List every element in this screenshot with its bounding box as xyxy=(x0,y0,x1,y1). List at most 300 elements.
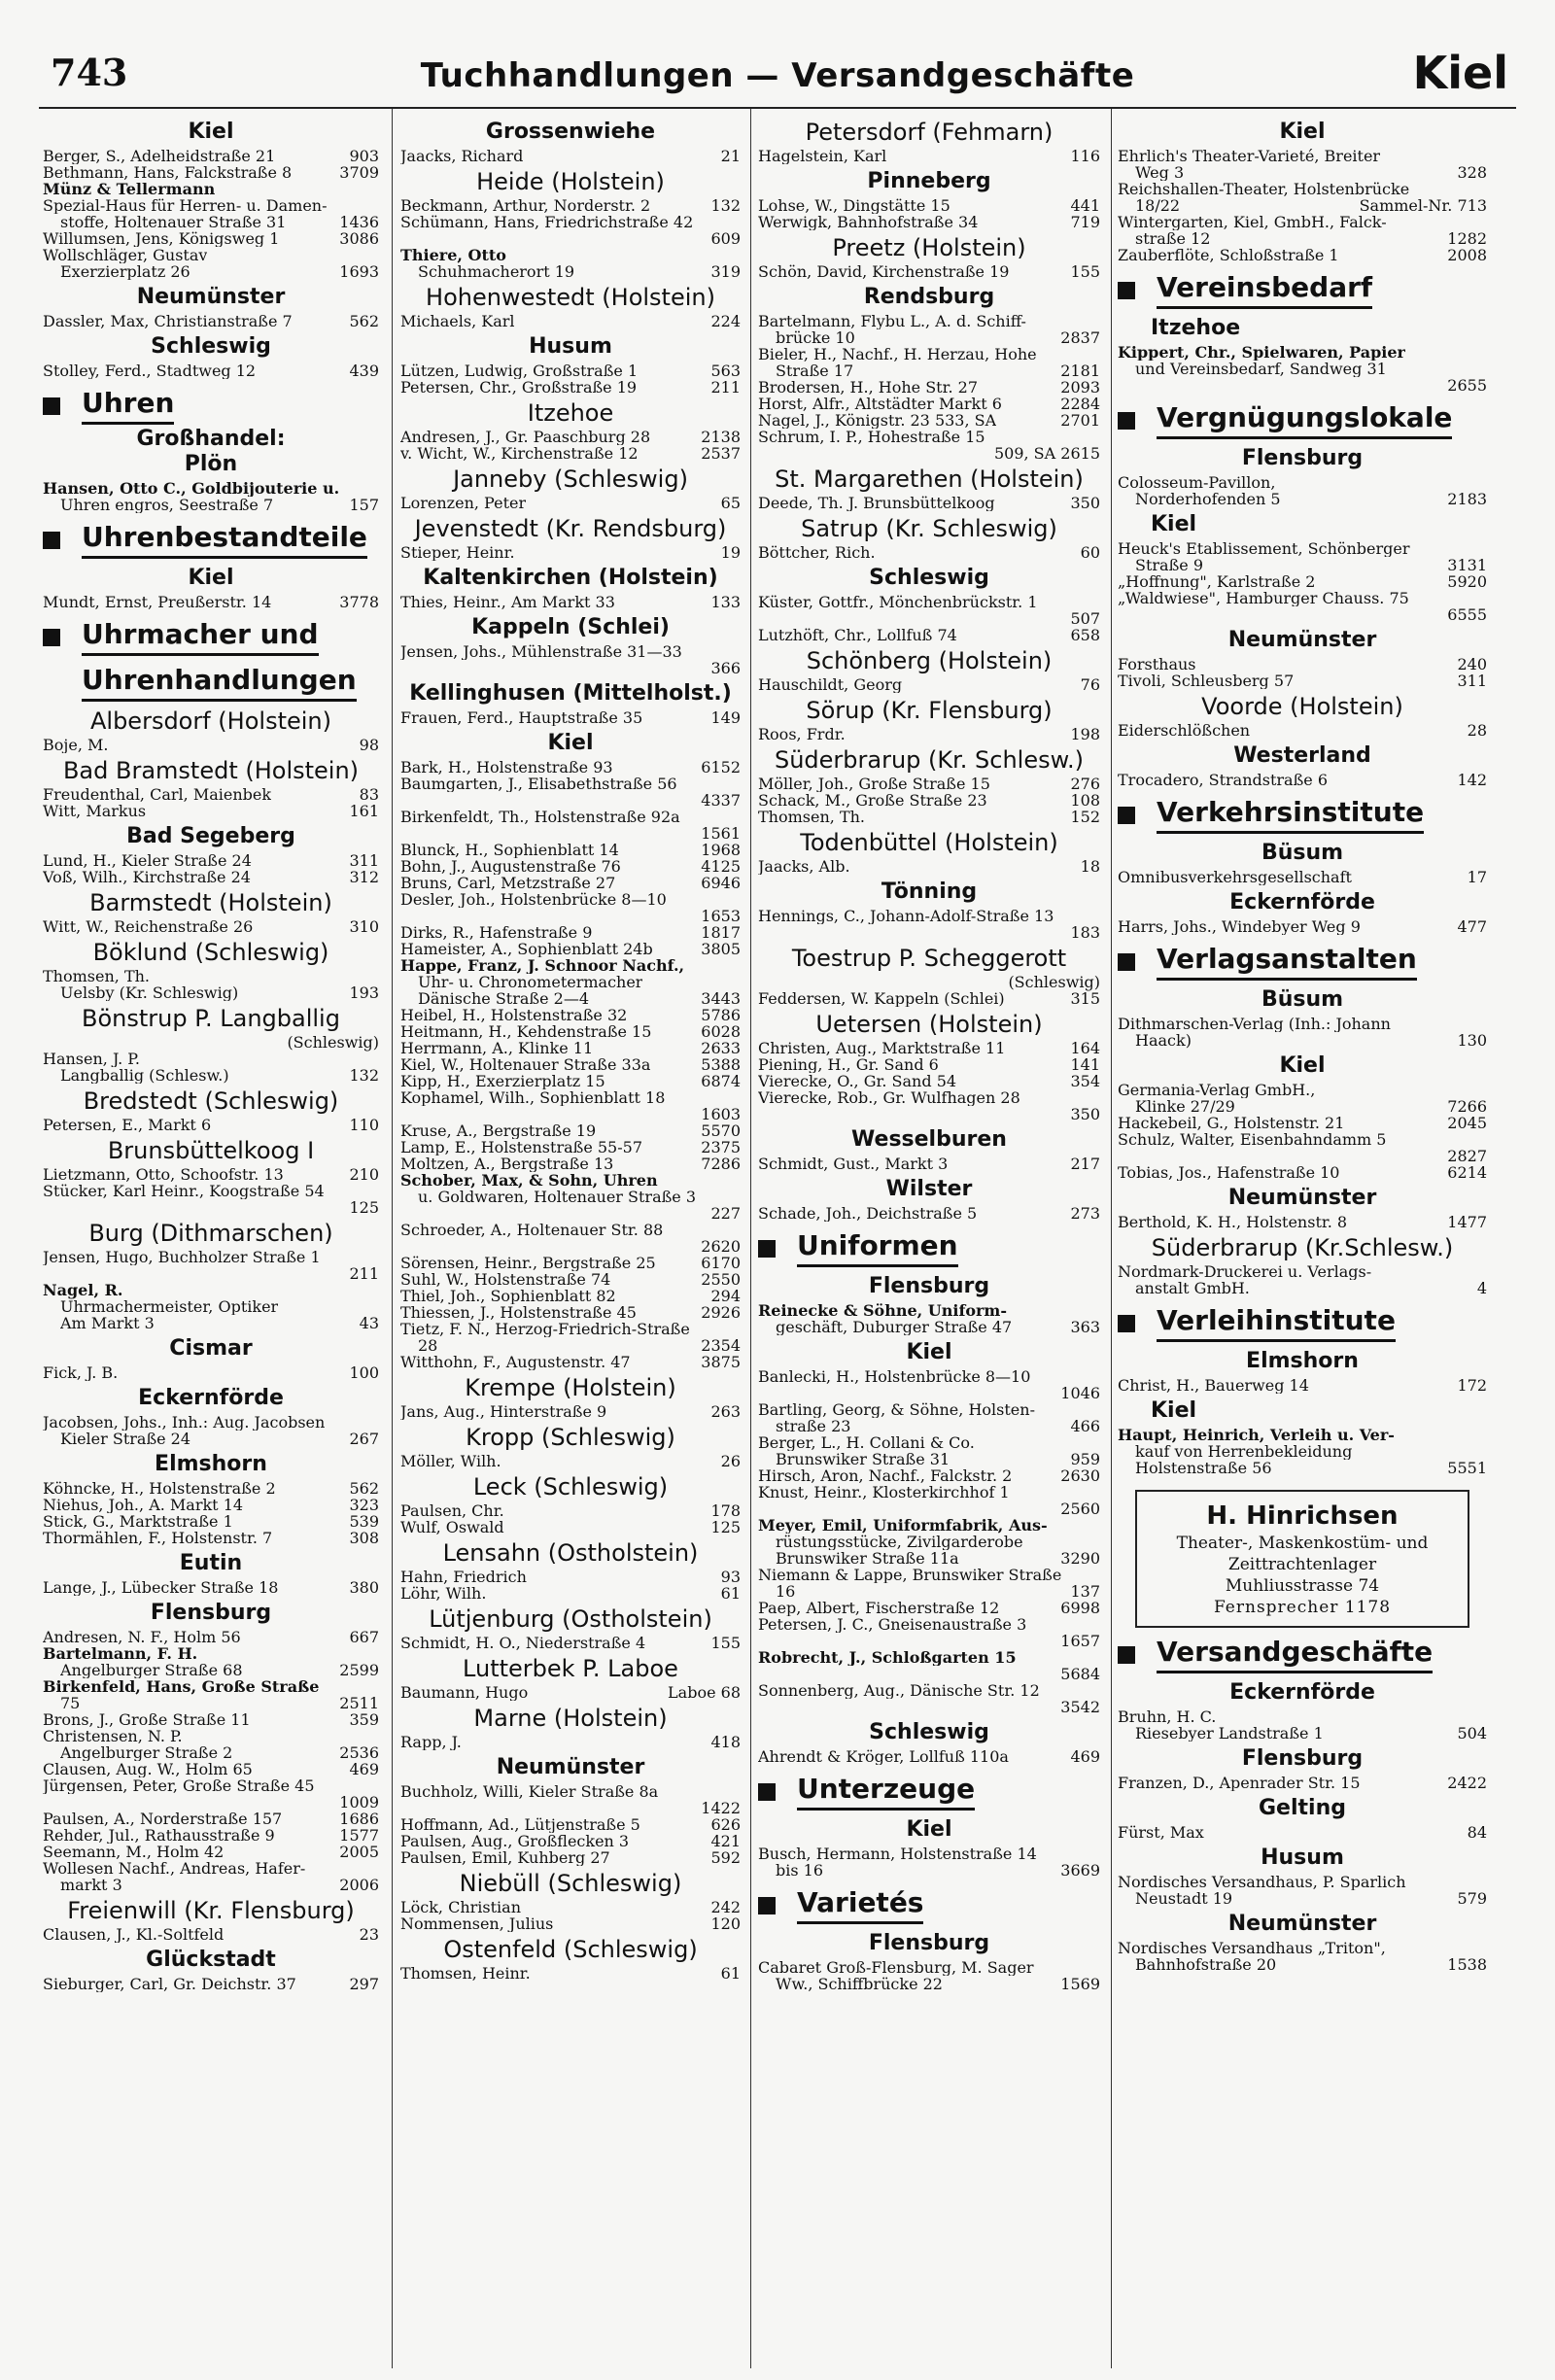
directory-entry xyxy=(400,1569,741,1585)
directory-entry xyxy=(43,737,379,753)
directory-entry xyxy=(43,1777,379,1794)
entry-continuation: 125 xyxy=(349,1198,379,1217)
entry-name: Brunswiker Straße 11a xyxy=(776,1550,959,1567)
entry-name: Eiderschlößchen xyxy=(1118,722,1251,739)
directory-entry xyxy=(400,1337,741,1354)
square-bullet-icon xyxy=(1118,1646,1135,1664)
directory-entry xyxy=(43,869,379,885)
entry-line xyxy=(1118,1427,1487,1443)
entry-phone: 579 xyxy=(1457,1890,1487,1907)
directory-entry xyxy=(43,1761,379,1777)
entry-phone: 2005 xyxy=(339,1844,379,1860)
entry-name: Baumann, Hugo xyxy=(400,1684,529,1701)
page-number: 743 xyxy=(51,51,128,94)
city-heading: Kiel xyxy=(1279,120,1326,144)
entry-name: Sonnenberg, Aug., Dänische Str. 12 xyxy=(758,1682,1040,1699)
city-heading: Burg (Dithmarschen) xyxy=(88,1220,333,1247)
entry-name: Berger, S., Adelheidstraße 21 xyxy=(43,148,276,164)
section-title: Uniformen xyxy=(797,1229,958,1267)
entry-line xyxy=(1118,1874,1487,1890)
city-heading: Kropp (Schleswig) xyxy=(466,1424,675,1451)
entry-phone: 2354 xyxy=(701,1337,741,1354)
entry-phone: 2181 xyxy=(1060,362,1100,379)
entry-phone: 125 xyxy=(710,1519,741,1535)
entry-name: Angelburger Straße 2 xyxy=(60,1744,233,1761)
entry-name: Voß, Wilh., Kirchstraße 24 xyxy=(43,869,251,885)
entry-name: Schümann, Hans, Friedrichstraße 42 xyxy=(400,214,694,230)
directory-entry xyxy=(43,1249,379,1265)
entry-phone: 6152 xyxy=(701,759,741,776)
entry-phone: Sammel-Nr. 713 xyxy=(1359,197,1487,214)
directory-entry xyxy=(43,803,379,819)
entry-name: Heitmann, H., Kehdenstraße 15 xyxy=(400,1023,652,1040)
entry-name: Ahrendt & Kröger, Lollfuß 110a xyxy=(758,1748,1009,1765)
entry-text: Haupt, Heinrich, Verleih u. Ver- xyxy=(1118,1427,1395,1443)
entry-name: Nommensen, Julius xyxy=(400,1915,554,1932)
entry-line xyxy=(400,1189,741,1205)
entry-phone: 2550 xyxy=(701,1271,741,1288)
header-rule xyxy=(39,107,1516,109)
directory-entry xyxy=(758,1583,1100,1600)
entry-name: Harrs, Johs., Windebyer Weg 9 xyxy=(1118,918,1361,935)
entry-phone: 469 xyxy=(349,1761,379,1777)
entry-name: Thormählen, F., Holstenstr. 7 xyxy=(43,1530,273,1546)
directory-entry xyxy=(758,412,1100,429)
entry-phone: 240 xyxy=(1457,656,1487,673)
directory-entry xyxy=(43,263,379,280)
entry-phone: 1817 xyxy=(701,924,741,941)
entry-text: Thomsen, Th. xyxy=(43,968,150,984)
city-heading: Schönberg (Holstein) xyxy=(806,647,1053,674)
entry-phone: 2138 xyxy=(701,429,741,445)
ad-line: Muhliusstrasse 74 xyxy=(1225,1576,1380,1596)
directory-entry xyxy=(400,429,741,445)
entry-name: Dirks, R., Hafenstraße 9 xyxy=(400,924,593,941)
entry-phone: 350 xyxy=(1070,495,1100,511)
entry-phone: 2284 xyxy=(1060,396,1100,412)
directory-entry xyxy=(43,1579,379,1596)
entry-name: Möller, Wilh. xyxy=(400,1453,501,1469)
entry-phone: 2093 xyxy=(1060,379,1100,396)
entry-continuation: 4337 xyxy=(701,791,741,810)
entry-phone: 2837 xyxy=(1060,329,1100,346)
directory-entry xyxy=(758,1056,1100,1073)
entry-name: Petersen, J. C., Gneisenaustraße 3 xyxy=(758,1616,1027,1633)
entry-continuation: 6555 xyxy=(1447,605,1487,624)
entry-phone: 267 xyxy=(349,1431,379,1447)
entry-phone: 466 xyxy=(1070,1418,1100,1434)
entry-phone: 7266 xyxy=(1447,1098,1487,1115)
city-heading: Kiel xyxy=(547,731,594,755)
page-keyword: Kiel xyxy=(1412,47,1508,99)
entry-name: Hauschildt, Georg xyxy=(758,676,903,693)
entry-name: Paulsen, Aug., Großflecken 3 xyxy=(400,1833,630,1849)
directory-entry xyxy=(758,726,1100,742)
directory-entry xyxy=(1118,1890,1487,1907)
directory-entry xyxy=(758,263,1100,280)
entry-phone: 161 xyxy=(349,803,379,819)
entry-name: Feddersen, W. Kappeln (Schlei) xyxy=(758,990,1005,1007)
entry-phone: 354 xyxy=(1070,1073,1100,1089)
directory-entry xyxy=(400,313,741,329)
entry-phone: 276 xyxy=(1070,776,1100,792)
entry-name: Böttcher, Rich. xyxy=(758,544,876,561)
square-bullet-icon xyxy=(1118,953,1135,971)
entry-name: Uhren engros, Seestraße 7 xyxy=(60,497,274,513)
entry-name: Löhr, Wilh. xyxy=(400,1585,487,1602)
column-divider xyxy=(1111,109,1112,2368)
entry-text: Kippert, Chr., Spielwaren, Papier xyxy=(1118,344,1405,361)
entry-phone: 7286 xyxy=(701,1156,741,1172)
section-title: Uhrenhandlungen xyxy=(82,664,357,702)
directory-entry xyxy=(758,627,1100,643)
entry-phone: 658 xyxy=(1070,627,1100,643)
entry-name: Niehus, Joh., A. Markt 14 xyxy=(43,1497,244,1513)
entry-name: Riesebyer Landstraße 1 xyxy=(1135,1725,1324,1742)
entry-phone: 310 xyxy=(349,918,379,935)
entry-text: Christensen, N. P. xyxy=(43,1728,183,1744)
entry-name: Kruse, A., Bergstraße 19 xyxy=(400,1122,597,1139)
city-heading: Sörup (Kr. Flensburg) xyxy=(806,697,1053,724)
entry-name: Witt, W., Reichenstraße 26 xyxy=(43,918,254,935)
entry-name: Küster, Gottfr., Mönchenbrückstr. 1 xyxy=(758,594,1038,610)
entry-continuation: 1561 xyxy=(701,824,741,843)
city-heading: Kiel xyxy=(906,1817,952,1842)
city-heading: Wesselburen xyxy=(851,1127,1007,1152)
entry-line xyxy=(43,1860,379,1877)
directory-entry xyxy=(758,1959,1100,1976)
entry-phone: 6998 xyxy=(1060,1600,1100,1616)
directory-entry xyxy=(1118,1377,1487,1394)
city-heading: Schleswig xyxy=(869,566,989,590)
entry-name: Frauen, Ferd., Hauptstraße 35 xyxy=(400,709,643,726)
entry-text: Uhrmachermeister, Optiker xyxy=(60,1298,279,1315)
directory-entry xyxy=(400,1304,741,1321)
city-heading: Flensburg xyxy=(868,1931,990,1955)
entry-name: Köhncke, H., Holstenstraße 2 xyxy=(43,1480,276,1497)
directory-entry xyxy=(758,1649,1100,1666)
section-title: Verleihinstitute xyxy=(1157,1304,1396,1342)
directory-entry xyxy=(400,1502,741,1519)
section-title: Verkehrsinstitute xyxy=(1157,796,1424,834)
entry-name: Seemann, M., Holm 42 xyxy=(43,1844,225,1860)
entry-phone: 65 xyxy=(720,495,741,511)
entry-phone: 3709 xyxy=(339,164,379,181)
entry-phone: 5388 xyxy=(701,1056,741,1073)
city-heading: Janneby (Schleswig) xyxy=(453,466,688,493)
directory-entry xyxy=(43,1926,379,1943)
directory-entry xyxy=(1118,869,1487,885)
entry-phone: 903 xyxy=(349,148,379,164)
entry-phone: 294 xyxy=(710,1288,741,1304)
entry-phone: 3805 xyxy=(701,941,741,957)
entry-phone: 359 xyxy=(349,1711,379,1728)
directory-entry xyxy=(43,1877,379,1893)
entry-name: Brunswiker Straße 31 xyxy=(776,1451,950,1467)
entry-phone: 3778 xyxy=(339,594,379,610)
entry-name: Schade, Joh., Deichstraße 5 xyxy=(758,1205,978,1222)
directory-entry xyxy=(400,1288,741,1304)
entry-name: Ehrlich's Theater-Varieté, Breiter xyxy=(1118,148,1381,164)
directory-entry xyxy=(758,908,1100,924)
entry-phone: 5551 xyxy=(1447,1460,1487,1476)
directory-entry xyxy=(1118,1098,1487,1115)
entry-name: Vierecke, O., Gr. Sand 54 xyxy=(758,1073,957,1089)
entry-phone: 61 xyxy=(720,1965,741,1982)
entry-name: Brons, J., Große Straße 11 xyxy=(43,1711,251,1728)
entry-continuation: 1422 xyxy=(701,1799,741,1817)
entry-text: Germania-Verlag GmbH., xyxy=(1118,1082,1316,1098)
directory-entry xyxy=(400,1122,741,1139)
directory-entry xyxy=(758,362,1100,379)
directory-entry xyxy=(43,984,379,1001)
entry-line xyxy=(1118,540,1487,557)
entry-name: Lützen, Ludwig, Großstraße 1 xyxy=(400,362,639,379)
entry-name: Banlecki, H., Holstenbrücke 8—10 xyxy=(758,1368,1031,1385)
city-heading: Lutterbek P. Laboe xyxy=(463,1655,678,1682)
entry-phone: 28 xyxy=(1467,722,1487,739)
city-heading: Bredstedt (Schleswig) xyxy=(83,1087,339,1115)
entry-line xyxy=(400,1321,741,1337)
entry-phone: 2536 xyxy=(339,1744,379,1761)
entry-name: Straße 9 xyxy=(1135,557,1203,573)
directory-entry xyxy=(400,495,741,511)
entry-phone: 439 xyxy=(349,362,379,379)
section-heading xyxy=(1118,271,1487,309)
entry-continuation: (Schleswig) xyxy=(287,1033,379,1052)
entry-name: Werwigk, Bahnhofstraße 34 xyxy=(758,214,979,230)
entry-phone: 308 xyxy=(349,1530,379,1546)
directory-entry xyxy=(400,842,741,858)
entry-phone: 562 xyxy=(349,313,379,329)
entry-line xyxy=(758,1434,1100,1451)
column-divider xyxy=(392,109,393,2368)
entry-line xyxy=(1118,1263,1487,1280)
section-heading xyxy=(1118,1636,1487,1673)
city-heading: Eckernförde xyxy=(1229,890,1375,914)
entry-name: Lund, H., Kieler Straße 24 xyxy=(43,852,252,869)
directory-entry xyxy=(758,594,1100,610)
section-heading xyxy=(758,1886,1100,1924)
page-title: Tuchhandlungen — Versandgeschäfte xyxy=(420,56,1135,95)
directory-entry xyxy=(1118,491,1487,507)
section-heading xyxy=(43,618,379,656)
entry-phone: 133 xyxy=(710,594,741,610)
entry-line xyxy=(1118,1016,1487,1032)
entry-name: Langballig (Schlesw.) xyxy=(60,1067,229,1084)
entry-name: Jensen, Hugo, Buchholzer Straße 1 xyxy=(43,1249,321,1265)
entry-phone: 1569 xyxy=(1060,1976,1100,1992)
entry-name: 16 xyxy=(776,1583,796,1600)
entry-text: Nordisches Versandhaus, P. Sparlich xyxy=(1118,1874,1406,1890)
directory-entry xyxy=(1118,1280,1487,1296)
entry-name: Birkenfeldt, Th., Holstenstraße 92a xyxy=(400,809,680,825)
city-heading: St. Margarethen (Holstein) xyxy=(775,466,1084,493)
entry-phone: 155 xyxy=(1070,263,1100,280)
directory-entry xyxy=(758,809,1100,825)
entry-name: Rehder, Jul., Rathausstraße 9 xyxy=(43,1827,275,1844)
entry-name: Hameister, A., Sophienblatt 24b xyxy=(400,941,653,957)
entry-text: Wollesen Nachf., Andreas, Hafer- xyxy=(43,1860,306,1877)
entry-name: markt 3 xyxy=(60,1877,122,1893)
directory-entry xyxy=(1118,573,1487,590)
entry-name: Bethmann, Hans, Falckstraße 8 xyxy=(43,164,293,181)
entry-name: Roos, Frdr. xyxy=(758,726,846,742)
entry-name: Stücker, Karl Heinr., Koogstraße 54 xyxy=(43,1183,325,1199)
directory-entry xyxy=(1118,918,1487,935)
square-bullet-icon xyxy=(43,397,60,415)
directory-entry xyxy=(758,429,1100,445)
entry-phone: 323 xyxy=(349,1497,379,1513)
city-heading: Barmstedt (Holstein) xyxy=(89,889,332,916)
city-heading: Husum xyxy=(1261,1845,1344,1870)
entry-phone: 4 xyxy=(1476,1280,1487,1296)
entry-phone: 2511 xyxy=(339,1695,379,1711)
entry-name: Dänische Straße 2—4 xyxy=(418,990,589,1007)
section-title: Unterzeuge xyxy=(797,1773,975,1811)
entry-phone: 132 xyxy=(710,197,741,214)
entry-phone: 116 xyxy=(1070,148,1100,164)
entry-phone: 959 xyxy=(1070,1451,1100,1467)
entry-line xyxy=(1118,474,1487,491)
square-bullet-icon xyxy=(1118,282,1135,299)
directory-entry xyxy=(43,1067,379,1084)
entry-phone: 1968 xyxy=(701,842,741,858)
entry-line xyxy=(43,1678,379,1695)
entry-phone: 61 xyxy=(720,1585,741,1602)
entry-name: Omnibusverkehrsgesellschaft xyxy=(1118,869,1352,885)
directory-entry xyxy=(1118,1725,1487,1742)
directory-entry xyxy=(758,1418,1100,1434)
city-heading: Preetz (Holstein) xyxy=(832,234,1026,261)
entry-name: Schack, M., Große Straße 23 xyxy=(758,792,987,809)
city-heading: Kaltenkirchen (Holstein) xyxy=(423,566,718,590)
directory-entry xyxy=(400,148,741,164)
entry-phone: 17 xyxy=(1467,869,1487,885)
directory-entry xyxy=(758,1600,1100,1616)
directory-entry xyxy=(400,1255,741,1271)
entry-line xyxy=(400,957,741,974)
entry-name: Bahnhofstraße 20 xyxy=(1135,1956,1277,1973)
city-heading: Toestrup P. Scheggerott xyxy=(791,945,1067,972)
entry-line xyxy=(43,968,379,984)
section-heading xyxy=(43,387,379,425)
directory-entry xyxy=(758,1748,1100,1765)
entry-phone: 137 xyxy=(1070,1583,1100,1600)
city-heading: Itzehoe xyxy=(527,399,614,427)
entry-continuation: 609 xyxy=(710,229,741,248)
entry-line xyxy=(758,1567,1100,1583)
directory-entry xyxy=(43,230,379,247)
entry-text: Nordmark-Druckerei u. Verlags- xyxy=(1118,1263,1372,1280)
city-heading: Uetersen (Holstein) xyxy=(815,1011,1043,1038)
directory-entry xyxy=(758,1089,1100,1106)
city-heading: Kiel xyxy=(1151,512,1197,536)
square-bullet-icon xyxy=(43,532,60,549)
directory-entry xyxy=(1118,1775,1487,1791)
city-heading: Kellinghusen (Mittelholst.) xyxy=(409,681,732,706)
city-heading: Voorde (Holstein) xyxy=(1201,693,1403,720)
city-heading: Süderbrarup (Kr.Schlesw.) xyxy=(1151,1234,1454,1261)
section-heading xyxy=(1118,796,1487,834)
entry-line xyxy=(400,1172,741,1189)
directory-entry xyxy=(1118,1214,1487,1230)
square-bullet-icon xyxy=(758,1897,776,1914)
entry-continuation: 2655 xyxy=(1447,376,1487,395)
entry-name: Witthohn, F., Augustenstr. 47 xyxy=(400,1354,631,1370)
entry-phone: 504 xyxy=(1457,1725,1487,1742)
city-heading: Bönstrup P. Langballig xyxy=(82,1005,340,1032)
directory-entry xyxy=(758,792,1100,809)
directory-entry xyxy=(758,495,1100,511)
entry-phone: 157 xyxy=(349,497,379,513)
entry-phone: 1538 xyxy=(1447,1956,1487,1973)
city-heading: Neumünster xyxy=(496,1755,645,1779)
city-heading: Elmshorn xyxy=(155,1452,267,1476)
entry-text: Bieler, H., Nachf., H. Herzau, Hohe xyxy=(758,346,1037,362)
city-heading: Itzehoe xyxy=(1151,316,1241,340)
entry-name: Suhl, W., Holstenstraße 74 xyxy=(400,1271,611,1288)
directory-entry xyxy=(1118,557,1487,573)
city-heading: Brunsbüttelkoog I xyxy=(107,1137,315,1164)
entry-name: Stieper, Heinr. xyxy=(400,544,515,561)
directory-entry xyxy=(43,918,379,935)
directory-entry xyxy=(758,544,1100,561)
entry-phone: 142 xyxy=(1457,772,1487,788)
entry-text: Nordisches Versandhaus „Triton", xyxy=(1118,1940,1386,1956)
entry-name: Thiel, Joh., Sophienblatt 82 xyxy=(400,1288,616,1304)
entry-phone: 319 xyxy=(710,263,741,280)
entry-continuation: 1009 xyxy=(339,1793,379,1811)
city-heading: Plön xyxy=(184,452,238,476)
directory-entry xyxy=(43,1711,379,1728)
entry-continuation: 507 xyxy=(1070,609,1100,628)
entry-phone: 23 xyxy=(359,1926,379,1943)
entry-name: Franzen, D., Apenrader Str. 15 xyxy=(1118,1775,1361,1791)
entry-phone: 363 xyxy=(1070,1319,1100,1335)
entry-name: Holstenstraße 56 xyxy=(1135,1460,1272,1476)
entry-text: Hansen, J. P. xyxy=(43,1051,140,1067)
directory-entry xyxy=(43,1480,379,1497)
entry-line xyxy=(43,480,379,497)
directory-entry xyxy=(400,1684,741,1701)
entry-name: Hackebeil, G., Holstenstr. 21 xyxy=(1118,1115,1345,1131)
entry-phone: 3669 xyxy=(1060,1862,1100,1879)
city-heading: Flensburg xyxy=(868,1274,990,1298)
city-heading: Eutin xyxy=(179,1551,243,1575)
city-heading: Petersdorf (Fehmarn) xyxy=(805,119,1054,146)
entry-phone: 418 xyxy=(710,1734,741,1750)
city-heading: Wilster xyxy=(885,1177,973,1201)
entry-name: Heibel, H., Holstenstraße 32 xyxy=(400,1007,628,1023)
entry-name: Am Markt 3 xyxy=(60,1315,155,1331)
entry-name: Jans, Aug., Hinterstraße 9 xyxy=(400,1403,607,1420)
directory-entry xyxy=(400,643,741,660)
directory-entry xyxy=(1118,772,1487,788)
entry-name: Buchholz, Willi, Kieler Straße 8a xyxy=(400,1783,659,1800)
entry-phone: 297 xyxy=(349,1976,379,1992)
entry-name: Thiessen, J., Holstenstraße 45 xyxy=(400,1304,637,1321)
directory-entry xyxy=(400,197,741,214)
entry-phone: 152 xyxy=(1070,809,1100,825)
entry-name: Hagelstein, Karl xyxy=(758,148,887,164)
directory-entry xyxy=(1118,1956,1487,1973)
entry-name: Klinke 27/29 xyxy=(1135,1098,1235,1115)
entry-name: Schuhmacherort 19 xyxy=(418,263,575,280)
city-heading: Eckernförde xyxy=(138,1386,284,1410)
directory-entry xyxy=(1118,1131,1487,1148)
city-heading: Kiel xyxy=(1151,1398,1197,1423)
